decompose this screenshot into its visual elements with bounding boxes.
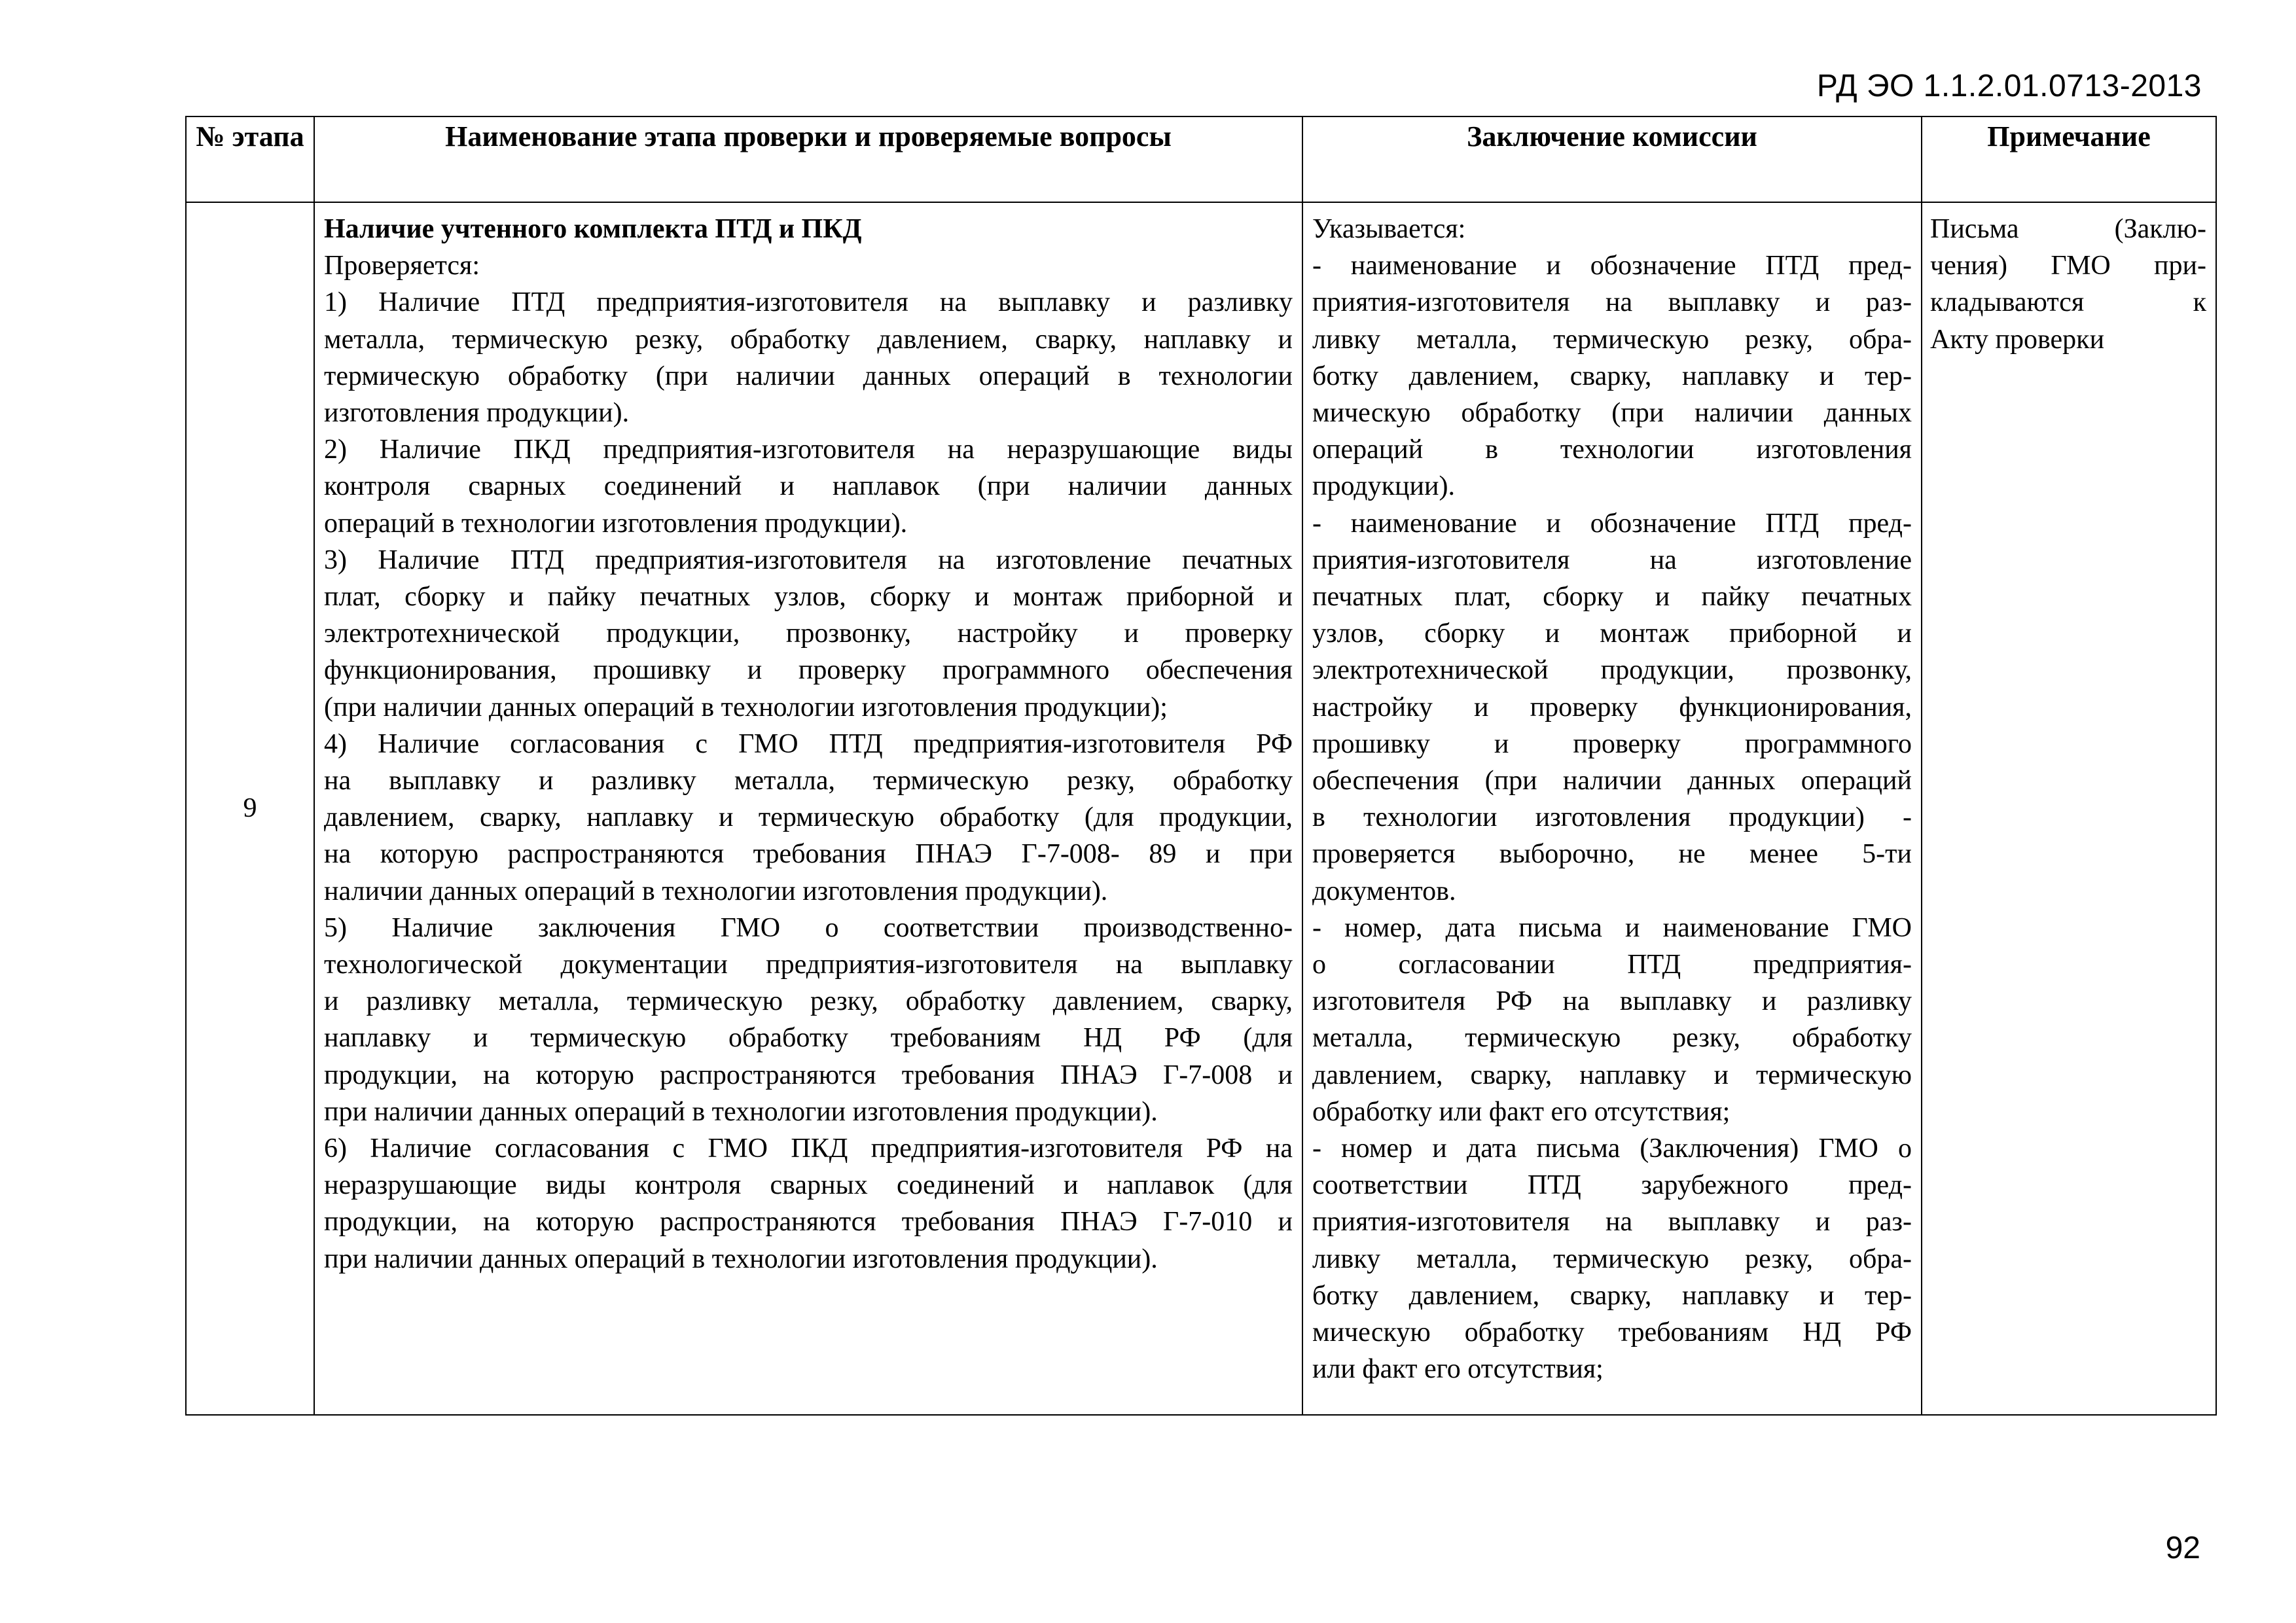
conclusion-line: ливку металла, термическую резку, обра- xyxy=(1312,1243,1912,1274)
conclusion-line: соответствии ПТД зарубежного пред- xyxy=(1312,1170,1912,1201)
stage-name-line: наплавку и термическую обработку требованиям НД РФ (для xyxy=(324,1023,1293,1054)
stage-number-cell xyxy=(186,202,314,1415)
conclusion-line: металла, термическую резку, обработку xyxy=(1312,1023,1912,1054)
note-cell xyxy=(1922,202,2216,1415)
conclusion-line: - наименование и обозначение ПТД пред- xyxy=(1312,251,1912,281)
conclusion-line: Указывается: xyxy=(1312,214,1466,244)
conclusion-line: документов. xyxy=(1312,876,1456,906)
stage-name-line: Проверяется: xyxy=(324,251,480,281)
stage-name-line: при наличии данных операций в технологии изготовления продукции). xyxy=(324,1096,1158,1127)
stage-name-line: 1) Наличие ПТД предприятия-изготовителя на выплавку и разливку xyxy=(324,287,1293,318)
conclusion-line: изготовителя РФ на выплавку и разливку xyxy=(1312,986,1912,1017)
conclusion-line: электротехнической продукции, прозвонку, xyxy=(1312,655,1912,686)
table-row xyxy=(186,202,2216,1415)
stage-name-line: на выплавку и разливку металла, термическую резку, обработку xyxy=(324,766,1293,796)
stage-name-line: электротехнической продукции, прозвонку, настройку и проверку xyxy=(324,618,1293,649)
stage-name-line: термическую обработку (при наличии данных операций в технологии xyxy=(324,361,1293,391)
stage-name-line: 2) Наличие ПКД предприятия-изготовителя на неразрушающие виды xyxy=(324,435,1293,465)
table-header-row xyxy=(186,116,2216,202)
note-line: кладываются к xyxy=(1930,287,2206,318)
conclusion-line: проверяется выборочно, не менее 5-ти xyxy=(1312,839,1912,870)
stage-name-line: при наличии данных операций в технологии изготовления продукции). xyxy=(324,1243,1158,1274)
stage-name-line: 3) Наличие ПТД предприятия-изготовителя на изготовление печатных xyxy=(324,544,1293,575)
conclusion-line: ливку металла, термическую резку, обра- xyxy=(1312,324,1912,355)
conclusion-line: - наименование и обозначение ПТД пред- xyxy=(1312,508,1912,539)
conclusion-line: операций в технологии изготовления xyxy=(1312,435,1912,465)
conclusion-line: приятия-изготовителя на выплавку и раз- xyxy=(1312,287,1912,318)
stage-name-line: продукции, на которую распространяются требования ПНАЭ Г-7-008 и xyxy=(324,1060,1293,1090)
stage-number: 9 xyxy=(243,793,257,824)
stage-name-line: контроля сварных соединений и наплавок (при наличии данных xyxy=(324,471,1293,502)
conclusion-line: - номер, дата письма и наименование ГМО xyxy=(1312,912,1912,943)
stage-title: Наличие учтенного комплекта ПТД и ПКД xyxy=(324,214,862,244)
stage-name-content xyxy=(315,203,1302,1304)
review-table xyxy=(185,116,2217,1416)
column-header-conclusion: Заключение комиссии xyxy=(1302,116,1922,202)
conclusion-line: печатных плат, сборку и пайку печатных xyxy=(1312,582,1912,613)
stage-name-line: металла, термическую резку, обработку давлением, сварку, наплавку и xyxy=(324,324,1293,355)
note-line: Акту проверки xyxy=(1930,324,2105,355)
conclusion-line: или факт его отсутствия; xyxy=(1312,1354,1604,1385)
stage-name-line: технологической документации предприятия-изготовителя на выплавку xyxy=(324,950,1293,980)
conclusion-line: узлов, сборку и монтаж приборной и xyxy=(1312,618,1912,649)
stage-name-line: продукции, на которую распространяются требования ПНАЭ Г-7-010 и xyxy=(324,1207,1293,1238)
stage-name-line: плат, сборку и пайку печатных узлов, сборку и монтаж приборной и xyxy=(324,582,1293,613)
stage-name-line: (при наличии данных операций в технологии изготовления продукции); xyxy=(324,692,1168,722)
note-line: Письма (Заклю- xyxy=(1930,214,2206,244)
conclusion-line: ботку давлением, сварку, наплавку и тер- xyxy=(1312,361,1912,391)
note-content xyxy=(1922,203,2215,384)
column-header-stage: № этапа xyxy=(186,116,314,202)
stage-name-line: 4) Наличие согласования с ГМО ПТД предприятия-изготовителя РФ xyxy=(324,728,1293,759)
stage-name-line: и разливку металла, термическую резку, обработку давлением, сварку, xyxy=(324,986,1293,1017)
stage-name-line: операций в технологии изготовления продукции). xyxy=(324,508,908,539)
conclusion-line: в технологии изготовления продукции) - xyxy=(1312,802,1912,833)
conclusion-line: настройку и проверку функционирования, xyxy=(1312,692,1912,722)
conclusion-line: давлением, сварку, наплавку и термическую xyxy=(1312,1060,1912,1090)
column-header-note: Примечание xyxy=(1922,116,2216,202)
conclusion-line: мическую обработку требованиям НД РФ xyxy=(1312,1317,1912,1348)
stage-name-cell xyxy=(314,202,1302,1415)
stage-name-line: на которую распространяются требования ПНАЭ Г-7-008- 89 и при xyxy=(324,839,1293,870)
page-number: 92 xyxy=(2165,1531,2200,1565)
stage-name-line: 6) Наличие согласования с ГМО ПКД предприятия-изготовителя РФ на xyxy=(324,1133,1293,1164)
conclusion-line: приятия-изготовителя на выплавку и раз- xyxy=(1312,1207,1912,1238)
conclusion-line: прошивку и проверку программного xyxy=(1312,728,1912,759)
conclusion-line: о согласовании ПТД предприятия- xyxy=(1312,950,1912,980)
stage-name-line: изготовления продукции). xyxy=(324,398,630,429)
stage-name-line: давлением, сварку, наплавку и термическую обработку (для продукции, xyxy=(324,802,1293,833)
column-header-name: Наименование этапа проверки и проверяемые вопросы xyxy=(314,116,1302,202)
conclusion-line: - номер и дата письма (Заключения) ГМО о xyxy=(1312,1133,1912,1164)
stage-name-line: неразрушающие виды контроля сварных соединений и наплавок (для xyxy=(324,1170,1293,1201)
stage-name-line: функционирования, прошивку и проверку программного обеспечения xyxy=(324,655,1293,686)
note-line: чения) ГМО при- xyxy=(1930,251,2206,281)
stage-name-line: 5) Наличие заключения ГМО о соответствии производственно- xyxy=(324,912,1293,943)
conclusion-cell xyxy=(1302,202,1922,1415)
stage-name-line: наличии данных операций в технологии изготовления продукции). xyxy=(324,876,1108,906)
conclusion-line: обеспечения (при наличии данных операций xyxy=(1312,766,1912,796)
conclusion-content xyxy=(1303,203,1921,1414)
conclusion-line: обработку или факт его отсутствия; xyxy=(1312,1096,1731,1127)
conclusion-line: приятия-изготовителя на изготовление xyxy=(1312,544,1912,575)
conclusion-line: продукции). xyxy=(1312,471,1455,502)
conclusion-line: мическую обработку (при наличии данных xyxy=(1312,398,1912,429)
conclusion-line: ботку давлением, сварку, наплавку и тер- xyxy=(1312,1280,1912,1311)
document-code: РД ЭО 1.1.2.01.0713-2013 xyxy=(1816,69,2202,103)
